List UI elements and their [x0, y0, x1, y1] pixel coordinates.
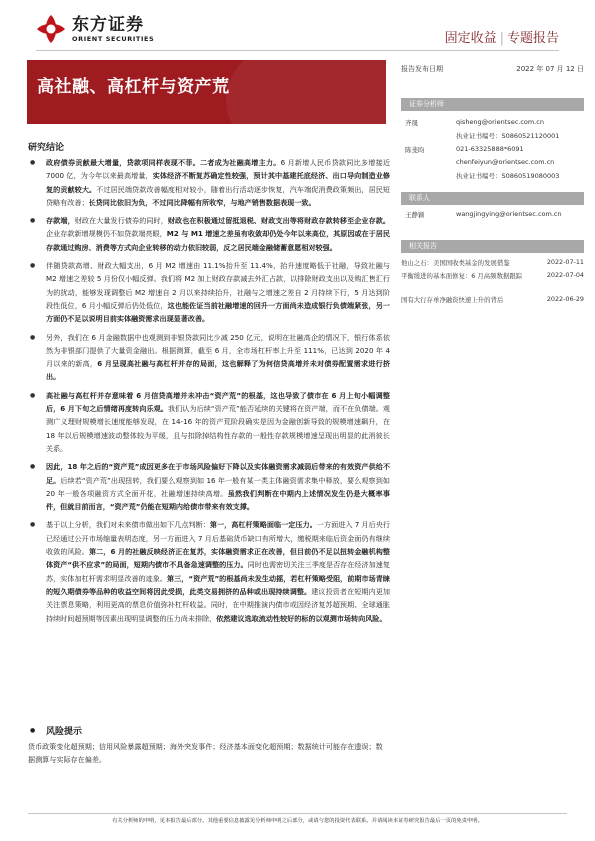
related-report-title[interactable]: 他山之石：美国国收类基金的发展借鉴: [401, 259, 510, 267]
bold-text-segment: 财政也在积极通过留抵退税、财政支出等将财政存款转移至企业存款。: [167, 216, 391, 226]
risk-text: 货币政策变化超预期；信用风险暴露超预期；海外突发事件；经济基本面变化超预期；数据统计可能存在遗误；数据测算与实际存在偏差。: [28, 742, 383, 765]
bullet-text: [46, 389, 390, 455]
bold-text-segment: 这也能佐证当前社融增速的回升一方面尚未造成银行负债端紧张，另一方面仍不足以说明目前实体融资需求出现显著改善。: [46, 300, 390, 324]
bullet-icon: ●: [30, 159, 36, 166]
text-segment: 同时也需密切关注三季度是否存在经济加速复苏，实体加杠杆需求明显改善的迹象。: [46, 560, 390, 583]
related-report-date: 2022-06-29: [546, 295, 584, 303]
conclusion-bullet: [28, 331, 390, 384]
bold-text-segment: 长贷同比依旧为负，不过同比降幅有所收窄，与地产销售数据表现一致。: [88, 197, 316, 207]
text-segment: 6 月新增人民币贷款同比多增接近 7000 亿，为今年以来最高增量，: [46, 158, 390, 181]
bullet-icon: ●: [30, 262, 36, 270]
bullet-text: [46, 460, 390, 513]
category-label: 固定收益: [444, 31, 497, 46]
contact-entry: [401, 210, 584, 222]
analyst-name: 陈斐昀: [405, 146, 425, 154]
conclusion-bullet: [28, 156, 390, 209]
bullet-icon: ●: [30, 391, 36, 399]
bold-text-segment: 第一，高杠杆策略面临一定压力。: [209, 520, 317, 530]
bold-text-segment: M2 与 M1 增速之差虽有收敛却仍处今年以来高位，其原因或在于居民存款通过购房、消费等方式向企业转移的动力依旧较弱，反之居民端金融储蓄意愿相对较强。: [46, 229, 390, 252]
bullet-text: [46, 156, 390, 209]
conclusion-bullets: [28, 156, 390, 630]
analyst-license: 执业证书编号：S0860521120001: [456, 132, 560, 140]
text-segment: 我们认为后续“资产荒”能否延续的关键将在资产端，而不在负债端。观测广义理财规模增长速度能够发现，在 14-16 年的资产荒阶段确实是因为金融创新导致的规模增速飙升，在 18 年以后规模增速波动整体较为平缓，且与扣除掉结构性存款的一般性存款规模增速呈现出明显的此消彼长关系。: [46, 404, 391, 453]
footer-divider: [28, 813, 567, 814]
bold-text-segment: 政府债券贡献最大增量，贷款项同样表现不菲。二者成为社融高增主力。: [46, 158, 281, 167]
text-segment: 建议投资者在短期内更加关注票息策略，利用更高的票息价值弥补杠杆收益。同时，在中期推演内债市或因经济复苏超预期、全球通胀持续时间超预期等因素出现明显调整的压力尚未排除，: [46, 586, 391, 623]
report-date-label: 报告发布日期: [401, 65, 443, 73]
related-report-item[interactable]: [401, 258, 584, 267]
analyst-phone: 021-63325888*6091: [456, 145, 524, 153]
analyst-entry: [401, 145, 584, 187]
risk-heading: [28, 724, 82, 737]
bullet-text: [46, 518, 390, 624]
brand-name-en: ORIENT SECURITIES: [72, 34, 155, 43]
related-report-date: 2022-07-04: [546, 271, 584, 279]
text-segment: 伴随贷款高增、财政大幅支出，6 月 M2 增速由 11.1%抬升至 11.4%，抬升速度略低于社融，导致社融与 M2 增速之差较 5 月份仅小幅反弹。我们将 M2 加上财政存款减去外汇占款，以排除财政支出以及购汇售汇行为的扰动，能够发现调整后 M2 增速自 2 月以来持续抬升，社融与之增速之差自 2 月持续下行，5 月达到阶段性低位，6 月小幅反弹后仍处低位，: [46, 261, 390, 310]
risk-title: 风险提示: [46, 727, 83, 737]
category-separator: |: [499, 31, 504, 46]
text-segment: 企业存款新增规模仍不如贷款端亮眼，: [46, 229, 167, 239]
related-report-item[interactable]: [401, 295, 584, 304]
conclusion-bullet: [28, 389, 390, 455]
bold-text-segment: 依然建议选取流动性较好的标的以观测市场转向风险。: [216, 613, 387, 623]
text-segment: 另外，我们在 6 月金融数据中也观测到非银贷款同比少减 250 亿元，说明在社融高企的情况下，银行体系依然为非银部门提供了大量资金融出。根据测算，截至 6 月，全市场杠杆率上升至 111%，已达到 2020 年 4 月以来的新高，: [46, 332, 390, 369]
bullet-icon: ●: [30, 727, 36, 734]
bullet-icon: ●: [30, 333, 36, 341]
orient-logo-icon: [36, 14, 66, 44]
bold-text-segment: 虽然我们判断在中期内上述情况发生仍是大概率事件，但就目前而言，“资产荒”仍能在短期内给债市带来有效支撑。: [46, 488, 391, 512]
report-category: [445, 27, 559, 46]
analyst-license: 执业证书编号：S0860519080003: [456, 172, 560, 180]
related-reports-header: 相关报告: [401, 240, 584, 253]
bold-text-segment: 实体经济不断复苏确定性较强，预计其中基建托底经济、出口导向制造业修复的贡献较大。: [46, 171, 391, 194]
bullet-text: [46, 259, 390, 325]
text-segment: 一方面进入 7 月后央行已经通过公开市场缩量表明态度，另一方面进入 7 月后基础货币缺口有所增大，缴税期来临后资金面仍有继续收敛的风险。: [46, 520, 391, 557]
bullet-text: [46, 214, 390, 254]
analyst-email[interactable]: chenfeiyun@orientsec.com.cn: [456, 158, 555, 166]
brand-logo: [36, 14, 154, 44]
related-report-title[interactable]: 国有大行存单净融资快速上升的背后: [401, 296, 504, 304]
banner-decoration: [226, 60, 386, 124]
bold-text-segment: 存款端，: [46, 216, 75, 226]
report-title: 高社融、高杠杆与资产荒: [37, 77, 230, 97]
related-report-title[interactable]: 平衡缓进的基本面修复：6 月高频数据跟踪: [401, 272, 523, 280]
bold-text-segment: 高社融与高杠杆并存意味着 6 月信贷高增并未冲击“资产荒”的根基，这也导致了债市在 6 月上旬小幅调整后，6 月下旬之后情绪再度转向乐观。: [46, 390, 390, 414]
text-segment: 不过居民端贷款改善幅度相对较小，随着出行活动逐步恢复，汽车端促消费政策频出，居民短贷略有改善；: [46, 184, 391, 207]
analysts-header: 证券分析师: [401, 98, 584, 111]
contact-name: 王静颖: [405, 211, 425, 219]
title-banner: [27, 60, 386, 124]
analyst-name: 齐晟: [405, 119, 418, 127]
research-conclusion-heading: 研究结论: [28, 143, 65, 153]
analyst-email[interactable]: qisheng@orientsec.com.cn: [456, 118, 544, 126]
bullet-text: [46, 331, 390, 384]
report-date-value: 2022 年 07 月 12 日: [516, 65, 584, 73]
subcategory-label: 专题报告: [506, 31, 559, 46]
brand-name-cn: 东方证券: [72, 14, 144, 35]
bold-text-segment: 6 月呈现高社融与高杠杆并存的局面，这也解释了为何信贷高增并未对债券配置需求进行挤出。: [46, 359, 391, 382]
text-segment: 财政在大量发行债券的同时，: [74, 216, 168, 226]
conclusion-bullet: [28, 214, 390, 254]
header-divider: [36, 50, 559, 51]
bold-text-segment: 因此，18 年之后的“资产荒”成因更多在于市场风险偏好下降以及实体融资需求减弱后带来的有效资产供给不足。: [46, 462, 390, 485]
bold-text-segment: 第三，“资产荒”的根基尚未发生动摇，若杠杆策略受阻，前期市场青睐的短久期债券等品种的收益空间将因此受损，此类交易拥挤的品种或出现持续调整。: [46, 573, 390, 596]
bullet-icon: ●: [30, 521, 36, 529]
bullet-icon: ●: [30, 463, 36, 471]
related-report-date: 2022-07-11: [546, 258, 584, 266]
bold-text-segment: 第二，6 月的社融反映经济正在复苏，实体融资需求正在改善，但目前仍不足以扭转金融机构整体资产“供不应求”的局面，短期内债市不具备急速调整的压力。: [46, 547, 391, 570]
contact-email[interactable]: wangjingying@orientsec.com.cn: [456, 210, 562, 218]
report-date: [401, 64, 584, 74]
bullet-icon: ●: [30, 217, 36, 225]
analyst-entry: [401, 118, 584, 148]
conclusion-bullet: [28, 460, 390, 513]
text-segment: 基于以上分析，我们对未来债市做出如下几点判断：: [46, 520, 210, 530]
conclusion-bullet: [28, 259, 390, 325]
footer-disclaimer: 有关分析师的申明，见本报告最后部分。其他重要信息披露见分析师申明之后部分，或请与您的投资代表联系。并请阅读本证券研究报告最后一页的免责申明。: [112, 818, 483, 824]
contacts-header: 联系人: [401, 192, 584, 205]
related-report-item[interactable]: [401, 271, 584, 280]
text-segment: 后续若“资产荒”出现扭转，我们要么观察到如 16 年一般有某一类主体融资需求集中释放，要么观察到如 20 年一般各项融资方式全面开花，社融增速持续高增。: [46, 475, 391, 498]
conclusion-bullet: [28, 518, 390, 624]
